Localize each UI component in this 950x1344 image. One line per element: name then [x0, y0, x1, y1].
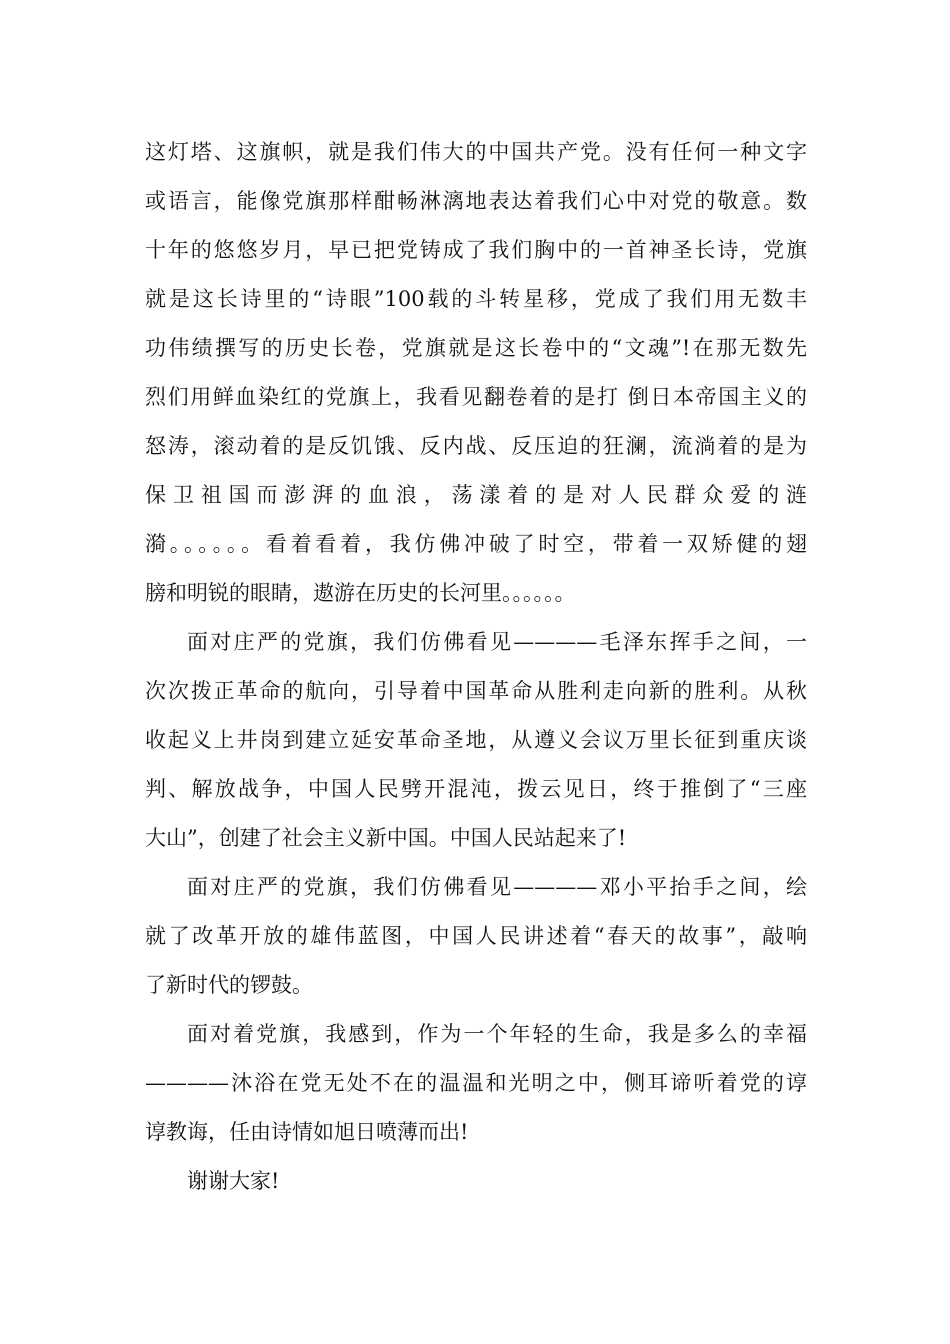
paragraph-first-line: 面对庄严的党旗，我们仿佛看见————邓小平抬手之间，绘 [187, 875, 807, 899]
paragraph-first-line: 面对着党旗，我感到，作为一个年轻的生命，我是多么的幸福 [187, 1022, 807, 1046]
text-line: 次次拨正革命的航向，引导着中国革命从胜利走向新的胜利。从秋 [145, 679, 807, 703]
text-line: 保卫祖国而澎湃的血浪，荡漾着的是对人民群众爱的涟 [145, 483, 807, 507]
text-line: 功伟绩撰写的历史长卷，党旗就是这长卷中的“文魂”!在那无数先 [145, 336, 807, 360]
text-line: 或语言，能像党旗那样酣畅淋漓地表达着我们心中对党的敬意。数 [145, 189, 807, 213]
text-line: 谆教诲，任由诗情如旭日喷薄而出! [145, 1120, 469, 1144]
text-line: 十年的悠悠岁月，早已把党铸成了我们胸中的一首神圣长诗，党旗 [145, 238, 807, 262]
text-line: 膀和明锐的眼睛，遨游在历史的长河里。。。。。。 [145, 581, 576, 605]
text-line: 这灯塔、这旗帜，就是我们伟大的中国共产党。没有任何一种文字 [145, 140, 807, 164]
text-line: 了新时代的锣鼓。 [145, 973, 313, 997]
text-line: ————沐浴在党无处不在的温温和光明之中，侧耳谛听着党的谆 [145, 1071, 807, 1095]
text-line: 就了改革开放的雄伟蓝图，中国人民讲述着“春天的故事”，敲响 [145, 924, 807, 948]
text-line: 烈们用鲜血染红的党旗上，我看见翻卷着的是打 倒日本帝国主义的 [145, 385, 807, 409]
paragraph-first-line: 面对庄严的党旗，我们仿佛看见————毛泽东挥手之间，一 [187, 630, 807, 654]
closing-line: 谢谢大家! [187, 1169, 280, 1193]
text-line: 漪。。。。。。看着看着，我仿佛冲破了时空，带着一双矫健的翅 [145, 532, 807, 556]
document-page [145, 128, 807, 1206]
text-line: 就是这长诗里的“诗眼”100载的斗转星移，党成了我们用无数丰 [145, 287, 807, 311]
text-line: 判、解放战争，中国人民劈开混沌，拨云见日，终于推倒了“三座 [145, 777, 807, 801]
text-line: 大山”，创建了社会主义新中国。中国人民站起来了! [145, 826, 627, 850]
text-line: 收起义上井岗到建立延安革命圣地，从遵义会议万里长征到重庆谈 [145, 728, 807, 752]
text-line: 怒涛，滚动着的是反饥饿、反内战、反压迫的狂澜，流淌着的是为 [145, 434, 807, 458]
